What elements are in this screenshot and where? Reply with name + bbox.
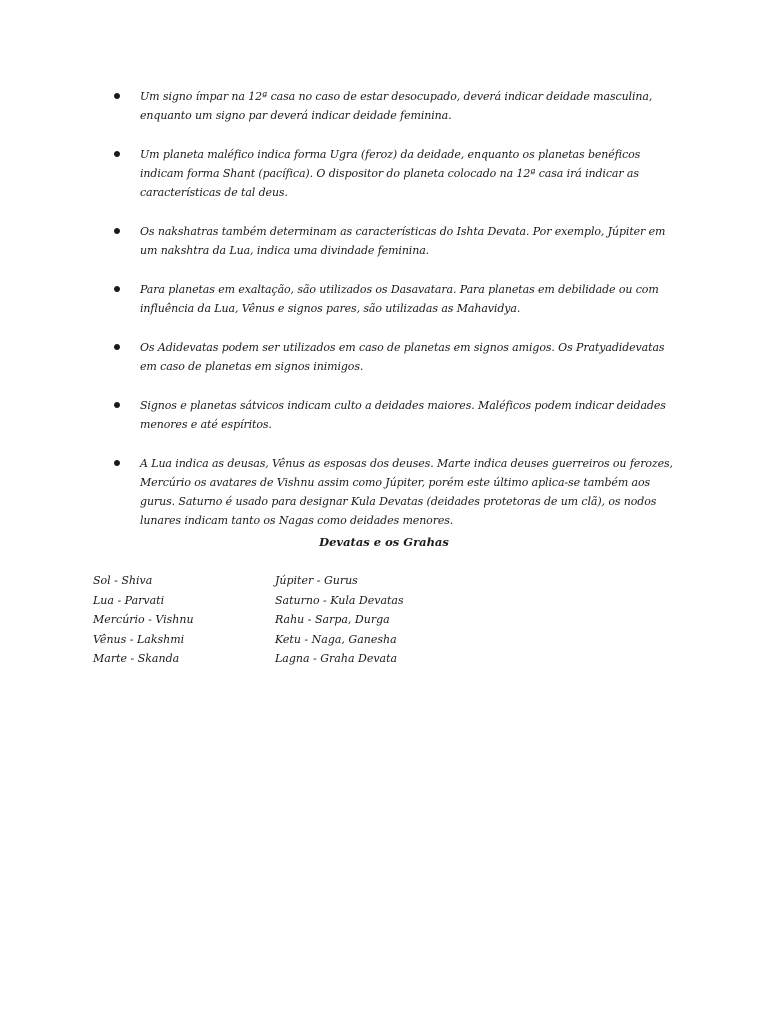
table-row xyxy=(93,630,453,650)
bullet-dot-icon xyxy=(114,286,120,292)
table-cell-left: Sol - Shiva xyxy=(93,574,153,587)
list-item xyxy=(112,454,682,530)
table-row xyxy=(93,610,453,630)
table-cell-left: Marte - Skanda xyxy=(93,652,180,665)
list-item-text: Os Adidevatas podem ser utilizados em caso de planetas em signos amigos. Os Pratyadidevatas em caso de planetas em signos inimigos. xyxy=(140,341,665,373)
table-cell-left: Mercúrio - Vishnu xyxy=(93,613,194,626)
list-item xyxy=(112,338,682,376)
list-item-text: A Lua indica as deusas, Vênus as esposas dos deuses. Marte indica deuses guerreiros ou ferozes, Mercúrio os avatares de Vishnu assim como Júpiter, porém este último aplica-se também aos gurus. Saturno é usado para designar Kula Devatas (deidades protetoras de um clã), os nodos lunares indicam tanto os Nagas como deidades menores. xyxy=(140,457,673,527)
list-item-text: Um signo ímpar na 12ª casa no caso de estar desocupado, deverá indicar deidade masculina, enquanto um signo par deverá indicar deidade feminina. xyxy=(140,90,653,122)
table-cell-right: Júpiter - Gurus xyxy=(275,574,358,587)
table-row xyxy=(93,571,453,591)
table-cell-right: Rahu - Sarpa, Durga xyxy=(275,613,390,626)
list-item-text: Um planeta maléfico indica forma Ugra (feroz) da deidade, enquanto os planetas benéficos indicam forma Shant (pacífica). O dispositor do planeta colocado na 12ª casa irá indicar as características de tal deus. xyxy=(140,148,641,199)
table-cell-right: Ketu - Naga, Ganesha xyxy=(275,632,397,646)
bullet-dot-icon xyxy=(114,460,120,466)
bullet-list xyxy=(112,87,682,550)
table-row xyxy=(93,591,453,611)
bullet-dot-icon xyxy=(114,228,120,234)
list-item-text: Para planetas em exaltação, são utilizados os Dasavatara. Para planetas em debilidade ou com influência da Lua, Vênus e signos pares, são utilizadas as Mahavidya. xyxy=(140,283,659,315)
table-row xyxy=(93,649,453,669)
list-item xyxy=(112,145,682,202)
list-item-text: Signos e planetas sátvicos indicam culto a deidades maiores. Maléficos podem indicar deidades menores e até espíritos. xyxy=(140,399,666,431)
bullet-dot-icon xyxy=(114,93,120,99)
table-cell-left: Vênus - Lakshmi xyxy=(93,632,185,646)
list-item xyxy=(112,222,682,260)
devata-graha-table xyxy=(93,571,453,669)
table-cell-right: Lagna - Graha Devata xyxy=(275,652,398,665)
list-item-text: Os nakshatras também determinam as características do Ishta Devata. Por exemplo, Júpiter em um nakshtra da Lua, indica uma divindade feminina. xyxy=(140,225,666,257)
list-item xyxy=(112,280,682,318)
bullet-dot-icon xyxy=(114,344,120,350)
section-title: Devatas e os Grahas xyxy=(319,535,449,549)
bullet-dot-icon xyxy=(114,402,120,408)
table-cell-right: Saturno - Kula Devatas xyxy=(275,593,404,607)
list-item xyxy=(112,87,682,125)
list-item xyxy=(112,396,682,434)
table-cell-left: Lua - Parvati xyxy=(93,593,165,607)
bullet-dot-icon xyxy=(114,151,120,157)
